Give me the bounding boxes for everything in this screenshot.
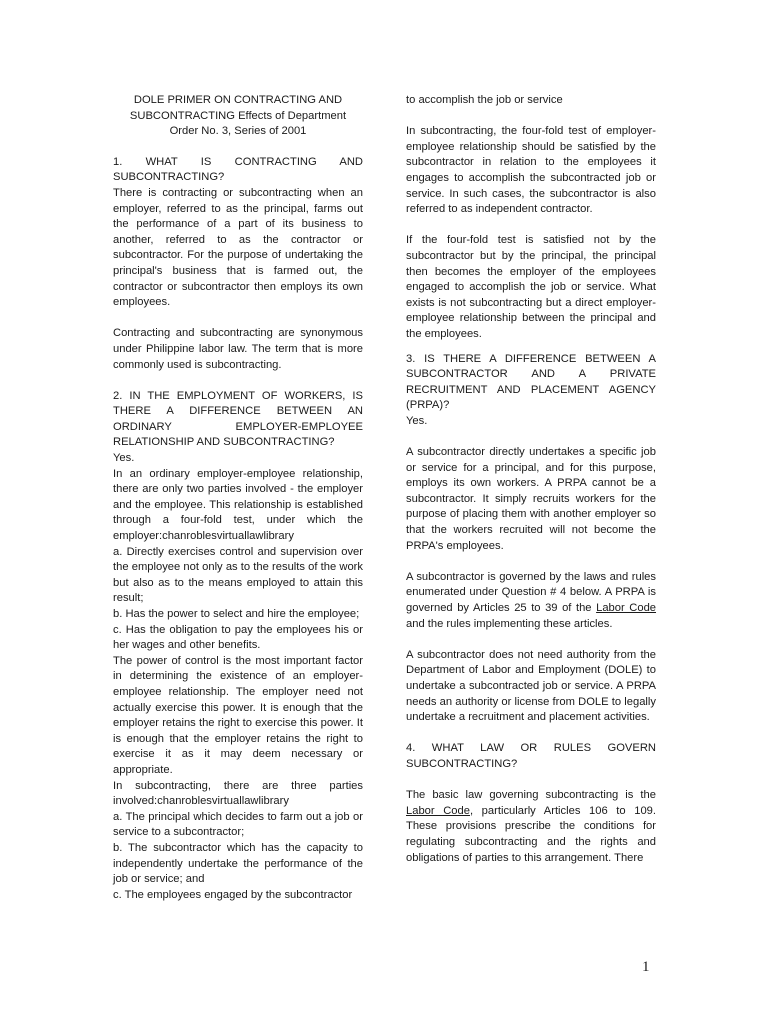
title-line-2: SUBCONTRACTING Effects of Department: [129, 109, 347, 122]
page-number: 1: [642, 959, 650, 975]
governing-laws-text-end: and the rules implementing these articles.: [406, 617, 613, 630]
party-item-a: a. The principal which decides to farm out a job or service to a subcontractor;: [113, 810, 363, 839]
party-item-b: b. The subcontractor which has the capacity to independently undertake the performance of the job or service; and: [113, 841, 363, 886]
four-fold-principal-paragraph: If the four-fold test is satisfied not by the subcontractor but by the principal, the principal then becomes the employer of the employees engaged to accomplish the job or service. What exists is not subcontracting but a direct employer-employee relationship between the principal and the employees.: [406, 234, 656, 340]
test-item-c: c. Has the obligation to pay the employees his or her wages and other benefits.: [113, 623, 363, 652]
dole-authority-paragraph: A subcontractor does not need authority from the Department of Labor and Employment (DOLE) to undertake a subcontracted job or service. A PRPA needs an authority or license from DOLE to legally undertake a recruitment and placement activities.: [406, 648, 656, 724]
document-title: [113, 93, 363, 140]
synonym-paragraph: Contracting and subcontracting are synonymous under Philippine labor law. The term that is more commonly used is subcontracting.: [113, 327, 363, 371]
question-4: 4. WHAT LAW OR RULES GOVERN SUBCONTRACTING?: [406, 742, 656, 770]
question-2: 2. IN THE EMPLOYMENT OF WORKERS, IS THERE A DIFFERENCE BETWEEN AN ORDINARY EMPLOYER-EMPLOYEE RELATIONSHIP AND SUBCONTRACTING?: [113, 389, 363, 449]
answer-1-paragraph: There is contracting or subcontracting when an employer, referred to as the principal, farms out the performance of a part of its business to another, referred to as the contractor or subcontractor. For the purpose of undertaking the principal's business that is farmed out, the contractor or subcontractor then employs its own employees.: [113, 186, 363, 309]
basic-law-text: The basic law governing subcontracting is the: [406, 789, 656, 802]
four-fold-subcontractor-paragraph: In subcontracting, the four-fold test of employer-employee relationship should be satisfied by the subcontractor in relation to the employees it engages to accomplish the subcontracted job or service. In such cases, the subcontractor is also referred to as independent contractor.: [406, 125, 656, 216]
question-3: 3. IS THERE A DIFFERENCE BETWEEN A SUBCONTRACTOR AND A PRIVATE RECRUITMENT AND PLACEMENT AGENCY (PRPA)?: [406, 352, 656, 412]
prpa-difference-paragraph: A subcontractor directly undertakes a specific job or service for a principal, and for this purpose, employs its own workers. A PRPA cannot be a subcontractor. It simply recruits workers for the purpose of placing them with another employer so that the workers recruited will not become the PRPA's employees.: [406, 446, 656, 552]
title-line-1: DOLE PRIMER ON CONTRACTING AND: [133, 94, 343, 106]
three-parties-paragraph: In subcontracting, there are three parties involved:chanroblesvirtuallawlibrary: [113, 779, 363, 808]
ordinary-relationship-paragraph: In an ordinary employer-employee relationship, there are only two parties involved - the employer and the employee. This relationship is established through a four-fold test, under which the employer:chanroblesvirtuallawlibrary: [113, 467, 363, 543]
labor-code-link-2[interactable]: Labor Code: [406, 804, 470, 817]
basic-law-text-end: , particularly Articles 106 to 109. These provisions prescribe the conditions for regulating subcontracting and the rights and obligations of parties to this arrangement. There: [406, 804, 656, 864]
governing-laws-paragraph: [406, 570, 656, 632]
governing-laws-text: A subcontractor is governed by the laws and rules enumerated under Question # 4 below. A PRPA is governed by Articles 25 to 39 of the: [406, 570, 656, 614]
party-item-c: c. The employees engaged by the subcontractor: [113, 888, 353, 901]
left-column: [113, 93, 363, 903]
answer-3-yes: Yes.: [406, 414, 428, 427]
answer-2-yes: Yes.: [113, 452, 135, 465]
right-column: [406, 93, 656, 866]
power-of-control-paragraph: The power of control is the most important factor in determining the existence of an employer-employee relationship. The employer need not actually exercise this power. It is enough that the employer retains the right to exercise this power. It is enough that the employer retains the right to exercise it as it may deem necessary or appropriate.: [113, 654, 363, 776]
labor-code-link[interactable]: Labor Code: [596, 602, 657, 614]
test-item-b: b. Has the power to select and hire the employee;: [113, 608, 360, 620]
continued-text: to accomplish the job or service: [406, 94, 563, 106]
basic-law-paragraph: [406, 788, 656, 866]
title-line-3: Order No. 3, Series of 2001: [169, 125, 307, 138]
test-item-a: a. Directly exercises control and supervision over the employee not only as to the results of the work but also as to the means employed to attain this result;: [113, 545, 363, 605]
question-1: 1. WHAT IS CONTRACTING AND SUBCONTRACTING?: [113, 155, 363, 184]
